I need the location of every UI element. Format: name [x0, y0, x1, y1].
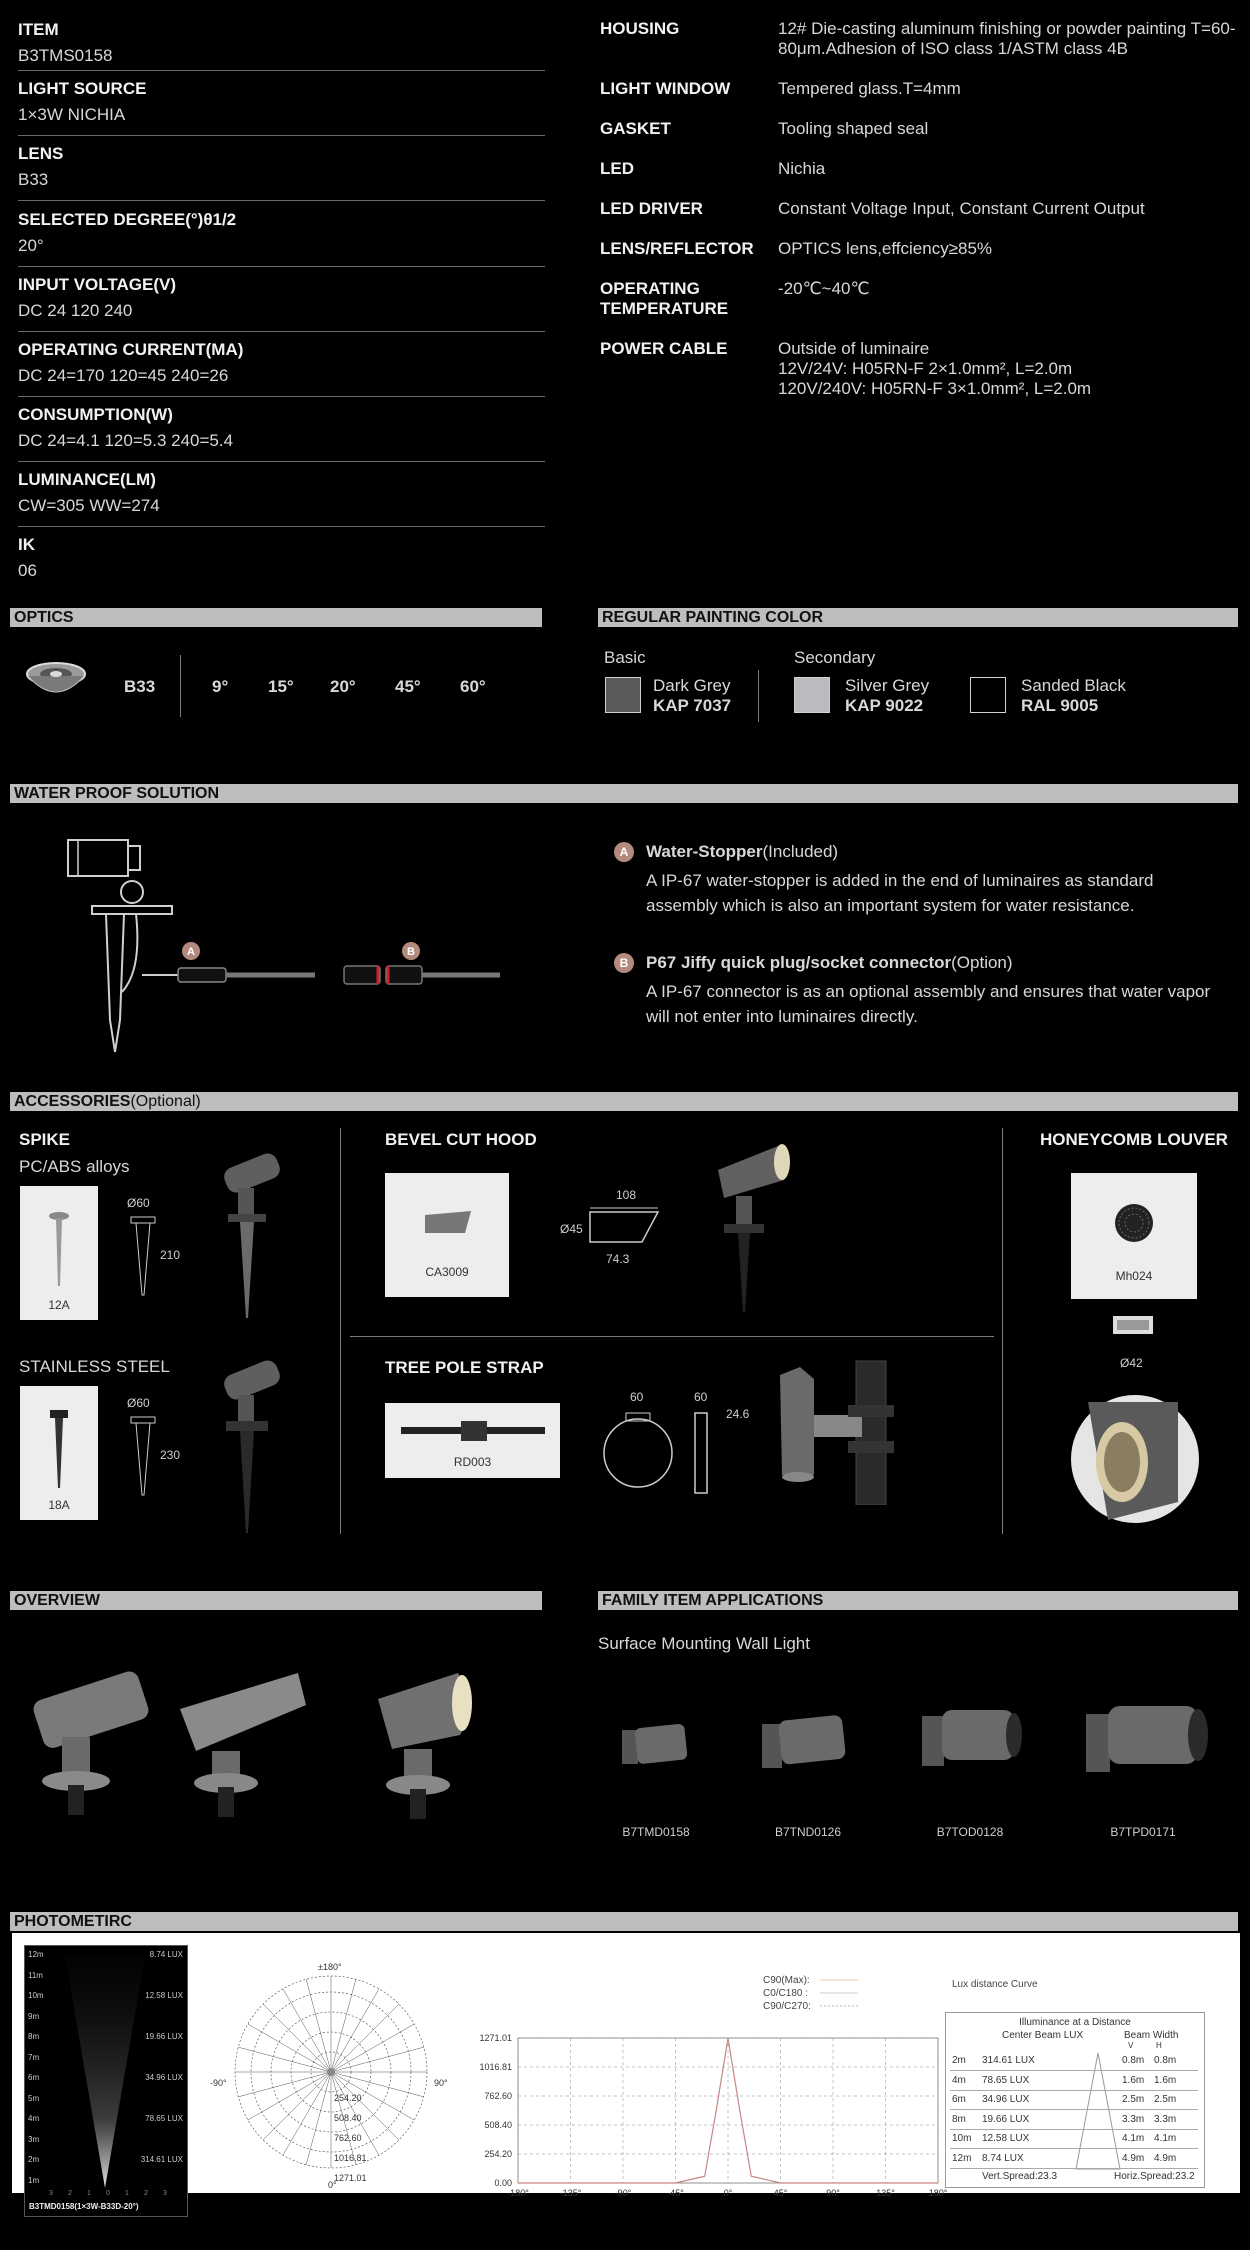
stainless-drawing	[128, 1415, 158, 1500]
polar-spoke	[248, 2072, 331, 2120]
beam-lux-label: 314.61 LUX	[140, 2155, 183, 2164]
bevel-hood-luminaire-image	[700, 1140, 800, 1315]
lux-row-v: 4.9m	[1122, 2152, 1145, 2164]
waterproof-a-text: A IP-67 water-stopper is added in the end of luminaires as standard assembly which is also an important system for water resistance.	[646, 871, 1154, 915]
strap-height: 24.6	[726, 1407, 750, 1421]
polar-value-label: 762.60	[334, 2133, 362, 2143]
spec-value	[778, 339, 1248, 399]
family-wall-light-3	[922, 1710, 1022, 1766]
beam-distance-label: 10m	[28, 1991, 44, 2000]
bevel-hood-drawing	[586, 1204, 662, 1250]
lux-row-lux: 78.65 LUX	[982, 2074, 1030, 2086]
beam-lux-label: 19.66 LUX	[145, 2032, 183, 2041]
lux-row-divider	[950, 2109, 1198, 2110]
beam-distance-label: 2m	[28, 2155, 40, 2164]
beam-x-tick: 3	[163, 2190, 167, 2197]
spike-length: 210	[160, 1248, 181, 1262]
power-cable-line-1: 12V/24V: H05RN-F 2×1.0mm², L=2.0m	[778, 359, 1073, 378]
section-bar-waterproof: WATER PROOF SOLUTION	[10, 784, 1238, 803]
stainless-code: 18A	[48, 1498, 70, 1512]
waterproof-b-text: A IP-67 connector is as an optional assembly and ensures that water vapor will not enter into luminaires directly.	[646, 982, 1211, 1026]
beam-x-tick: 2	[144, 2190, 148, 2197]
beam-distance-label: 6m	[28, 2073, 40, 2082]
polar-spoke	[331, 1989, 379, 2072]
spec-value: CW=305 WW=274	[18, 496, 160, 515]
overview-hood-luminaire	[180, 1673, 306, 1817]
spike-material: PC/ABS alloys	[19, 1157, 130, 1176]
lux-row-distance: 10m	[952, 2133, 972, 2144]
waterproof-b-badge: B	[614, 953, 634, 973]
color-name-silver-grey: Silver Grey	[845, 676, 930, 695]
polar-value-label: 1271.01	[334, 2173, 367, 2183]
stainless-spike-icon	[46, 1408, 72, 1490]
power-cable-line-2: 120V/240V: H05RN-F 3×1.0mm², L=2.0m	[778, 379, 1092, 398]
spec-label: GASKET	[600, 119, 671, 138]
family-item-4: B7TPD0171	[1110, 1825, 1176, 1839]
spec-row-input-voltage	[18, 275, 545, 332]
beam-distance-label: 9m	[28, 2011, 40, 2021]
beam-distance-label: 11m	[28, 1970, 43, 1980]
section-bar-overview: OVERVIEW	[10, 1591, 542, 1610]
color-name-sanded-black: Sanded Black	[1021, 676, 1126, 695]
lux-row-distance: 6m	[952, 2094, 966, 2105]
beam-x-tick: 1	[125, 2190, 129, 2197]
lux-row-divider	[950, 2148, 1198, 2149]
chart-y-ticks	[479, 2033, 512, 2188]
spec-label: SELECTED DEGREE(°)θ1/2	[18, 210, 237, 229]
chart-x-tick-label: 0°	[723, 2188, 733, 2198]
spec-value: -20℃~40℃	[778, 279, 870, 298]
lux-table-col1: Center Beam LUX	[1002, 2030, 1084, 2041]
polar-value-label: 508.40	[334, 2113, 362, 2123]
lux-row-h: 4.9m	[1154, 2152, 1177, 2164]
chart-y-tick-label: 508.40	[484, 2120, 512, 2131]
beam-distance-label: 1m	[28, 2175, 40, 2185]
candela-line-chart	[470, 2030, 950, 2200]
polar-diagram	[226, 1970, 436, 2170]
spec-label: ITEM	[18, 20, 59, 39]
strap-icon	[397, 1417, 549, 1445]
spec-row-degree	[18, 210, 545, 267]
beam-distance-label: 8m	[28, 2032, 40, 2041]
spec-label: LUMINANCE(LM)	[18, 470, 156, 489]
louver-detail-image	[1068, 1392, 1202, 1526]
spec-row-item	[18, 20, 545, 71]
family-item-3: B7TOD0128	[936, 1825, 1004, 1839]
legend-c0-c180: C0/C180 :	[763, 1988, 809, 1999]
optics-degree-60: 60°	[460, 677, 486, 696]
polar-spoke	[263, 2072, 331, 2140]
waterproof-b-title: P67 Jiffy quick plug/socket connector	[646, 953, 952, 972]
painting-basic-label: Basic	[604, 648, 646, 667]
spike-product-box	[20, 1186, 98, 1320]
waterproof-a-title: Water-Stopper	[646, 842, 763, 861]
lux-row-h: 0.8m	[1154, 2055, 1177, 2066]
section-bar-photometric: PHOTOMETIRC	[10, 1912, 1238, 1931]
lux-distance-table	[945, 2012, 1205, 2188]
beam-lux-label: 34.96 LUX	[145, 2073, 183, 2082]
spec-label: POWER CABLE	[600, 339, 728, 358]
family-subtitle: Surface Mounting Wall Light	[598, 1634, 810, 1653]
spec-label: LED	[600, 159, 634, 178]
tree-pole-strap-product-box	[385, 1403, 560, 1478]
lux-row-divider	[950, 2168, 1198, 2169]
polar-top-label: ±180°	[318, 1962, 342, 1972]
painting-secondary-label: Secondary	[794, 648, 876, 667]
waterproof-b-heading	[646, 953, 1013, 973]
lux-row-divider	[950, 2090, 1198, 2091]
spec-value: 1×3W NICHIA	[18, 105, 126, 124]
family-wall-light-1	[622, 1723, 688, 1764]
polar-spoke	[306, 1979, 331, 2072]
spec-value: DC 24=4.1 120=5.3 240=5.4	[18, 431, 234, 450]
polar-value-label: 1016.81	[334, 2153, 367, 2163]
polar-spoke	[248, 2024, 331, 2072]
lux-table-v: V	[1128, 2041, 1134, 2050]
spec-row-lens	[18, 144, 545, 201]
beam-x-tick: 2	[68, 2190, 72, 2197]
family-wall-light-images	[600, 1700, 1240, 1810]
beam-distance-label: 3m	[28, 2134, 40, 2144]
polar-spoke	[331, 2024, 414, 2072]
legend-c90-max: C90(Max):	[763, 1975, 810, 1986]
lux-row-lux: 314.61 LUX	[982, 2055, 1035, 2066]
spec-value: 12# Die-casting aluminum finishing or powder painting T=60-80μm.Adhesion of ISO class 1/ASTM class 4B	[778, 19, 1236, 58]
spec-value: B33	[18, 170, 49, 189]
waterproof-a-badge: A	[614, 842, 634, 862]
section-bar-painting: REGULAR PAINTING COLOR	[598, 608, 1238, 627]
strap-drawing	[600, 1405, 720, 1495]
strap-width-1: 60	[630, 1390, 644, 1404]
bevel-hood-icon	[421, 1209, 475, 1237]
beam-x-tick: 3	[49, 2190, 53, 2197]
polar-value-label: 254.20	[334, 2093, 362, 2103]
lux-curve-title: Lux distance Curve	[952, 1979, 1038, 1990]
section-bar-accessories	[10, 1092, 1238, 1111]
stainless-product-box	[20, 1386, 98, 1520]
polar-spoke	[331, 2004, 399, 2072]
chart-y-tick-label: 1271.01	[479, 2033, 512, 2043]
lux-row-lux: 12.58 LUX	[982, 2133, 1030, 2144]
beam-lux-label: 8.74 LUX	[149, 1950, 183, 1959]
lux-row-distance: 12m	[952, 2152, 972, 2164]
color-code-dark-grey: KAP 7037	[653, 696, 732, 715]
optics-degree-9: 9°	[212, 677, 229, 696]
lux-table-col2: Beam Width	[1124, 2030, 1179, 2041]
chart-y-tick-label: 254.20	[484, 2149, 512, 2160]
accessories-note: (Optional)	[130, 1093, 201, 1110]
lens-icon	[24, 660, 88, 710]
polar-spoke	[263, 2004, 331, 2072]
family-item-1: B7TMD0158	[622, 1825, 690, 1839]
waterproof-a-note: (Included)	[762, 842, 839, 861]
beam-x-tick: 1	[87, 2190, 91, 2197]
color-name-dark-grey: Dark Grey	[653, 676, 731, 695]
polar-right-label: 90°	[434, 2078, 448, 2088]
strap-width-2: 60	[694, 1390, 708, 1404]
spec-value: B3TMS0158	[18, 46, 113, 65]
section-bar-optics: OPTICS	[10, 608, 542, 627]
tree-pole-luminaire-image	[770, 1355, 930, 1505]
divider	[180, 655, 181, 717]
power-cable-text: Outside of luminaire	[778, 339, 930, 358]
louver-side-icon	[1111, 1314, 1155, 1338]
color-code-sanded-black: RAL 9005	[1021, 696, 1099, 715]
optics-degree-20: 20°	[330, 677, 356, 696]
overview-standard-luminaire	[31, 1669, 151, 1815]
honeycomb-louver-title: HONEYCOMB LOUVER	[1040, 1130, 1228, 1149]
bevel-hood-code: CA3009	[425, 1265, 469, 1279]
spec-label: LED DRIVER	[600, 199, 703, 218]
lux-row-divider	[950, 2129, 1198, 2130]
chart-x-tick-label: 45°	[773, 2188, 788, 2198]
lux-row-h: 1.6m	[1154, 2074, 1177, 2086]
beam-lux-label: 12.58 LUX	[145, 1991, 183, 2000]
spec-row-operating-current	[18, 340, 545, 397]
spec-row-luminance	[18, 470, 545, 527]
lux-row-v: 1.6m	[1122, 2074, 1145, 2086]
section-bar-family: FAMILY ITEM APPLICATIONS	[598, 1591, 1238, 1610]
beam-x-tick: 0	[106, 2190, 110, 2197]
polar-beam-mark	[327, 2068, 335, 2076]
spec-row-ik	[18, 535, 545, 591]
spike-luminaire-image	[210, 1148, 290, 1320]
lux-row-h: 3.3m	[1154, 2113, 1177, 2125]
spec-value: Tempered glass.T=4mm	[778, 79, 961, 98]
chart-x-tick-label: -90°	[614, 2188, 632, 2198]
beam-distance-label: 4m	[28, 2114, 40, 2123]
lux-row-h: 4.1m	[1154, 2133, 1177, 2144]
legend-swatches	[818, 1976, 864, 2014]
stainless-length: 230	[160, 1448, 181, 1462]
bevel-hood-product-box	[385, 1173, 509, 1297]
spec-row-light-source	[18, 79, 545, 136]
lux-table-vspread: Vert.Spread:23.3	[982, 2171, 1058, 2182]
spec-label: LENS	[18, 144, 64, 163]
chart-x-tick-label: 180°	[928, 2188, 948, 2198]
spec-label: LENS/REFLECTOR	[600, 239, 754, 258]
waterproof-b-note: (Option)	[951, 953, 1013, 972]
lux-table-triangle	[1074, 2051, 1122, 2171]
polar-spoke	[238, 2072, 331, 2097]
tree-pole-strap-code: RD003	[453, 1455, 492, 1469]
lux-row-h: 2.5m	[1154, 2094, 1177, 2105]
legend-c90-c270: C90/C270:	[763, 2001, 811, 2012]
lux-row-distance: 4m	[952, 2074, 966, 2086]
chart-grid	[518, 2038, 938, 2183]
polar-left-label: -90°	[210, 2078, 227, 2088]
spec-label: OPERATING CURRENT(MA)	[18, 340, 244, 359]
spike-icon	[46, 1210, 72, 1290]
overview-luminaire-images	[20, 1665, 500, 1835]
honeycomb-louver-diameter: Ø42	[1120, 1356, 1143, 1370]
tree-pole-strap-title: TREE POLE STRAP	[385, 1358, 544, 1377]
stainless-steel-title: STAINLESS STEEL	[19, 1357, 170, 1376]
spec-value: Constant Voltage Input, Constant Current Output	[778, 199, 1145, 218]
chart-x-tick-label: -135°	[559, 2188, 582, 2198]
svg-text:B: B	[407, 946, 415, 958]
bevel-hood-diameter: Ø45	[560, 1222, 583, 1236]
lux-row-v: 2.5m	[1122, 2094, 1145, 2105]
waterproof-diagram	[50, 830, 520, 1060]
lux-row-v: 0.8m	[1122, 2055, 1145, 2066]
spec-label: HOUSING	[600, 19, 680, 38]
spike-drawing	[128, 1215, 158, 1300]
polar-grid	[235, 1976, 427, 2168]
lux-table-hspread: Horiz.Spread:23.2	[1114, 2171, 1195, 2182]
beam-distance-label: 7m	[28, 2052, 40, 2062]
spec-value: Nichia	[778, 159, 826, 178]
honeycomb-louver-code: Mh024	[1115, 1269, 1153, 1283]
lux-row-distance: 8m	[952, 2113, 966, 2125]
bevel-hood-height: 74.3	[606, 1252, 630, 1266]
chart-x-ticks	[507, 2188, 948, 2198]
chart-y-tick-label: 762.60	[484, 2091, 512, 2102]
optics-lens-label: B33	[124, 677, 156, 696]
swatch-dark-grey	[605, 677, 641, 713]
polar-spoke	[331, 2072, 399, 2140]
divider	[340, 1128, 341, 1534]
color-code-silver-grey: KAP 9022	[845, 696, 924, 715]
spec-value: 06	[18, 561, 37, 580]
spike-code: 12A	[48, 1298, 70, 1312]
polar-spoke	[238, 2047, 331, 2072]
waterproof-a-heading	[646, 842, 838, 862]
chart-x-tick-label: -180°	[507, 2188, 529, 2198]
divider	[350, 1336, 994, 1337]
lux-table-title: Illuminance at a Distance	[1019, 2017, 1131, 2028]
divider	[758, 670, 759, 722]
lux-row-v: 3.3m	[1122, 2113, 1145, 2125]
spec-label: LIGHT WINDOW	[600, 79, 731, 98]
stainless-diameter: Ø60	[127, 1396, 150, 1410]
beam-distance-label: 5m	[28, 2093, 40, 2103]
swatch-silver-grey	[794, 677, 830, 713]
optics-degree-15: 15°	[268, 677, 294, 696]
louver-icon	[1112, 1201, 1156, 1245]
spec-label: LIGHT SOURCE	[18, 79, 147, 98]
beam-lux-label: 78.65 LUX	[145, 2114, 183, 2123]
lux-row-v: 4.1m	[1122, 2133, 1145, 2144]
chart-x-tick-label: 90°	[826, 2188, 840, 2198]
chart-x-tick-label: -45°	[667, 2188, 684, 2198]
lux-row-lux: 19.66 LUX	[982, 2113, 1030, 2125]
beam-distance-image	[24, 1945, 188, 2217]
beam-distance-label: 12m	[28, 1950, 44, 1959]
family-item-2: B7TND0126	[774, 1825, 842, 1839]
lux-row-lux: 8.74 LUX	[982, 2152, 1024, 2164]
spec-label: INPUT VOLTAGE(V)	[18, 275, 177, 294]
polar-spoke	[283, 1989, 331, 2072]
bevel-hood-title: BEVEL CUT HOOD	[385, 1130, 537, 1149]
chart-y-tick-label: 0.00	[494, 2178, 512, 2188]
honeycomb-louver-product-box	[1071, 1173, 1197, 1299]
svg-text:A: A	[187, 946, 195, 958]
bevel-hood-width: 108	[616, 1188, 637, 1202]
family-wall-light-4	[1086, 1706, 1208, 1772]
spec-label: CONSUMPTION(W)	[18, 405, 173, 424]
accessories-title: ACCESSORIES	[14, 1093, 131, 1110]
optics-degree-45: 45°	[395, 677, 421, 696]
lux-row-divider	[950, 2070, 1198, 2071]
spec-row-consumption	[18, 405, 545, 462]
divider	[1002, 1128, 1003, 1534]
polar-spoke	[283, 2072, 331, 2155]
lux-table-h: H	[1156, 2041, 1162, 2050]
polar-bottom-label: 0°	[328, 2180, 337, 2190]
chart-x-tick-label: 135°	[876, 2188, 895, 2198]
chart-y-tick-label: 1016.81	[479, 2061, 512, 2072]
spec-label: IK	[18, 535, 35, 554]
overview-louver-luminaire	[378, 1673, 472, 1819]
spec-value: OPTICS lens,effciency≥85%	[778, 239, 993, 258]
swatch-sanded-black	[970, 677, 1006, 713]
family-wall-light-2	[762, 1715, 846, 1768]
spike-diameter: Ø60	[127, 1196, 150, 1210]
spec-value: Tooling shaped seal	[778, 119, 929, 138]
stainless-luminaire-image	[210, 1355, 290, 1535]
lux-row-lux: 34.96 LUX	[982, 2094, 1030, 2105]
beam-caption: B3TMD0158(1×3W-B33D-20°)	[29, 2202, 139, 2211]
spec-value: DC 24 120 240	[18, 301, 133, 320]
spec-value: DC 24=170 120=45 240=26	[18, 366, 229, 385]
polar-spoke	[306, 2072, 331, 2165]
spec-label: OPERATING TEMPERATURE	[600, 279, 729, 318]
curve-legend	[763, 1974, 811, 2013]
lux-row-distance: 2m	[952, 2055, 966, 2066]
spec-value: 20°	[18, 236, 44, 255]
spike-title: SPIKE	[19, 1130, 71, 1149]
